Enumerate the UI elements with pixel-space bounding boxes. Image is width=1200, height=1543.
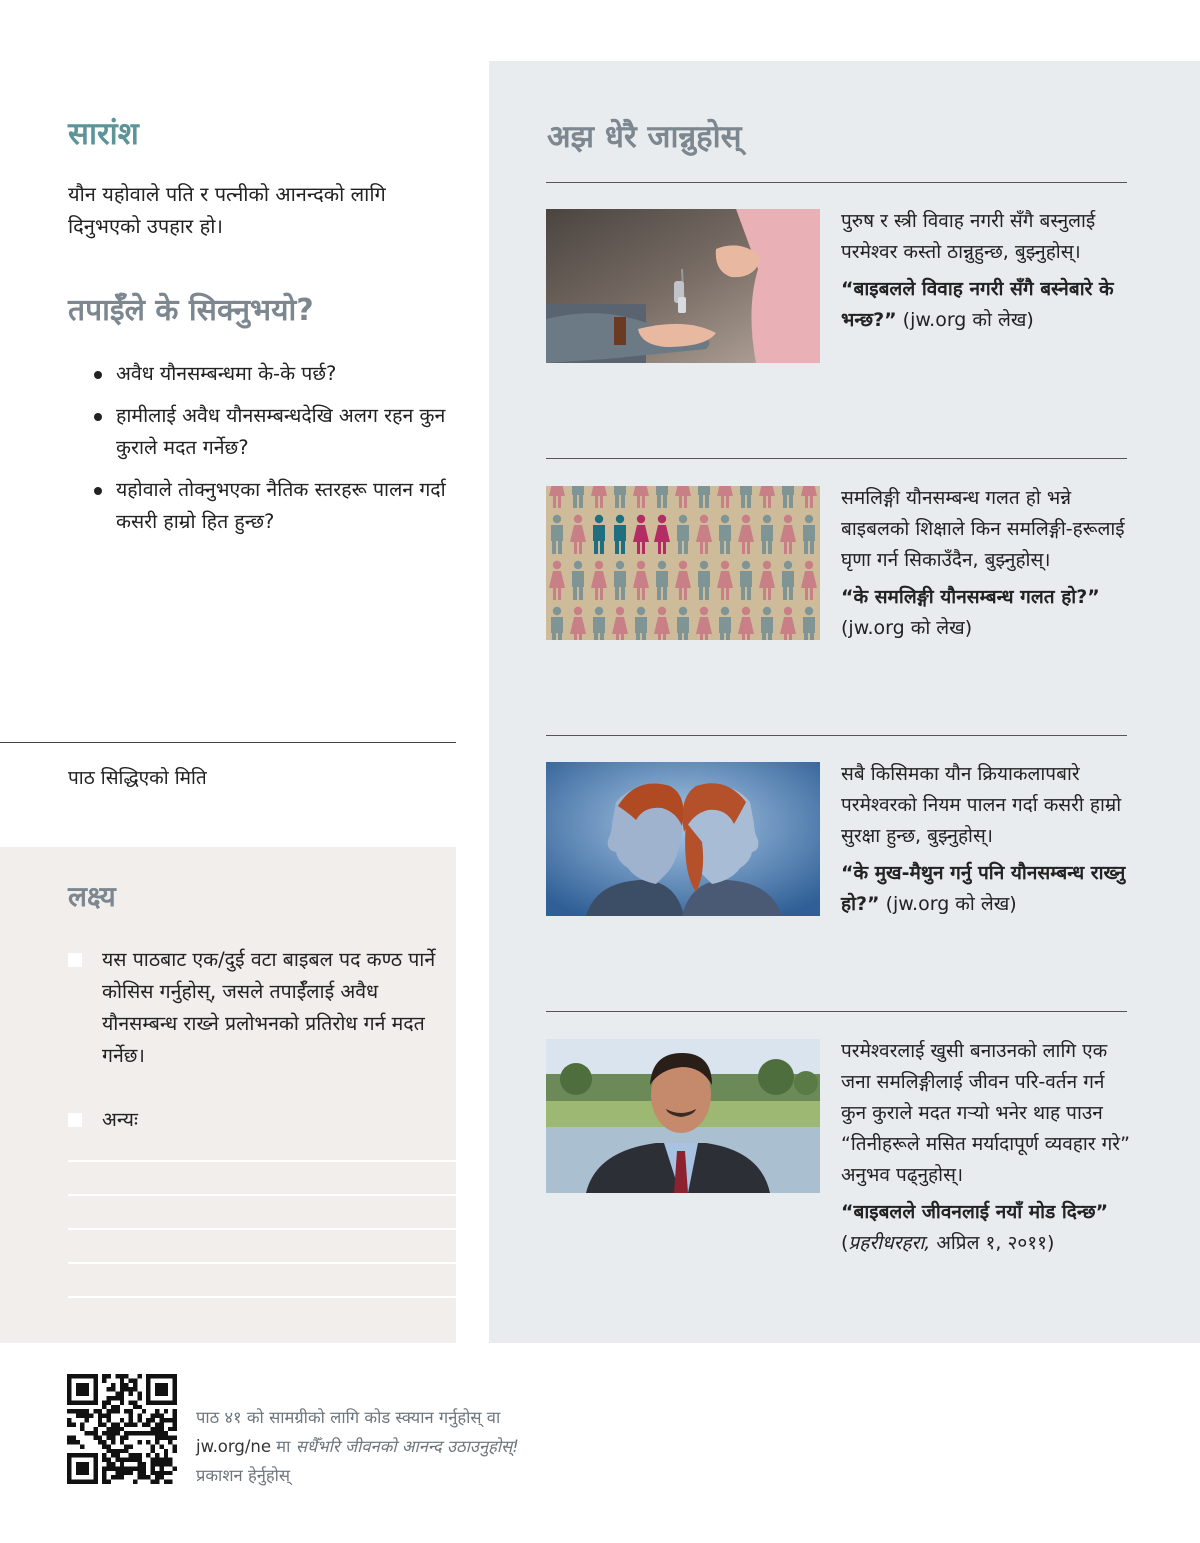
divider bbox=[546, 1011, 1127, 1012]
couple-back-to-back-illustration[interactable] bbox=[546, 762, 820, 916]
card-description: समलिङ्गी यौनसम्बन्ध गलत हो भन्ने बाइबलको शिक्षाले किन समलिङ्गी-हरूलाई घृणा गर्न सिकाउँदैन, बुझ्नुहोस्। bbox=[841, 487, 1125, 571]
article-link[interactable]: “के समलिङ्गी यौनसम्बन्ध गलत हो?” bbox=[841, 586, 1100, 608]
write-line[interactable] bbox=[68, 1160, 456, 1162]
article-link[interactable]: “बाइबलले जीवनलाई नयाँ मोड दिन्छ” bbox=[841, 1201, 1109, 1223]
more-heading: अझ धेरै जान्नुहोस् bbox=[547, 119, 742, 155]
list-item: हामीलाई अवैध यौनसम्बन्धदेखि अलग रहन कुन कुराले मदत गर्नेछ? bbox=[90, 400, 456, 464]
article-source: (jw.org को लेख) bbox=[896, 309, 1034, 331]
footer-line-1: पाठ ४१ को सामग्रीको लागि कोड स्क्यान गर्नुहोस् वा bbox=[196, 1408, 501, 1427]
goal-item-other-text: अन्यः bbox=[102, 1108, 138, 1131]
completed-date-label: पाठ सिद्धिएको मिति bbox=[68, 767, 207, 789]
magazine-title: प्रहरीधरहरा, bbox=[848, 1232, 931, 1254]
footer-line-2 bbox=[196, 1432, 616, 1461]
article-link[interactable]: “के मुख-मैथुन गर्नु पनि यौनसम्बन्ध राख्नु हो?” bbox=[841, 862, 1126, 915]
divider bbox=[0, 742, 456, 743]
card-3-text bbox=[841, 759, 1131, 920]
goal-item-other bbox=[68, 1104, 448, 1136]
card-4-text bbox=[841, 1036, 1131, 1259]
article-source: अप्रिल १, २०११) bbox=[930, 1232, 1055, 1254]
summary-text: यौन यहोवाले पति र पत्नीको आनन्दको लागि दिनुभएको उपहार हो। bbox=[68, 182, 386, 238]
goal-heading: लक्ष्य bbox=[68, 880, 116, 913]
card-reference bbox=[841, 858, 1131, 920]
card-reference bbox=[841, 1197, 1131, 1259]
write-line[interactable] bbox=[68, 1194, 456, 1196]
divider bbox=[546, 735, 1127, 736]
footer-mid: मा bbox=[271, 1437, 296, 1456]
man-portrait-photo[interactable] bbox=[546, 1039, 820, 1193]
summary-heading: सारांश bbox=[68, 116, 139, 152]
write-line[interactable] bbox=[68, 1228, 456, 1230]
list-item: यहोवाले तोक्नुभएका नैतिक स्तरहरू पालन गर्दा कसरी हाम्रो हित हुन्छ? bbox=[90, 474, 456, 538]
goal-item-text: यस पाठबाट एक/दुई वटा बाइबल पद कण्ठ पार्ने कोसिस गर्नुहोस्, जसले तपाईँलाई अवैध यौनसम्बन्ध राख्ने प्रलोभनको प्रतिरोध गर्न मदत गर्नेछ। bbox=[102, 948, 436, 1067]
learned-heading: तपाईँले के सिक्नुभयो? bbox=[68, 293, 314, 328]
card-reference bbox=[841, 274, 1131, 336]
goal-checkbox[interactable] bbox=[68, 953, 82, 967]
card-2-text bbox=[841, 483, 1131, 644]
article-source-open: ( bbox=[841, 1232, 849, 1254]
card-1-text bbox=[841, 206, 1131, 336]
gender-figures-illustration[interactable] bbox=[546, 486, 820, 640]
couple-back-to-back-graphic bbox=[546, 762, 820, 916]
list-item: अवैध यौनसम्बन्धमा के-के पर्छ? bbox=[90, 358, 456, 390]
goal-item bbox=[68, 944, 448, 1072]
learned-list bbox=[90, 358, 456, 548]
gender-figures-graphic bbox=[546, 486, 820, 640]
footer-line-3: प्रकाशन हेर्नुहोस् bbox=[196, 1466, 291, 1485]
man-portrait-graphic bbox=[546, 1039, 820, 1193]
publication-title: सधैँभरि जीवनको आनन्द उठाउनुहोस्! bbox=[295, 1437, 519, 1456]
card-description: पुरुष र स्त्री विवाह नगरी सँगै बस्नुलाई परमेश्वर कस्तो ठान्नुहुन्छ, बुझ्नुहोस्। bbox=[841, 210, 1096, 263]
article-source: (jw.org को लेख) bbox=[841, 617, 973, 639]
jw-org-link[interactable]: jw.org/ne bbox=[196, 1437, 272, 1456]
divider bbox=[546, 458, 1127, 459]
footer-text bbox=[196, 1403, 616, 1490]
qr-code-icon[interactable] bbox=[67, 1374, 177, 1484]
article-source: (jw.org को लेख) bbox=[879, 893, 1017, 915]
goal-checkbox-other[interactable] bbox=[68, 1113, 82, 1127]
handing-keys-photo[interactable] bbox=[546, 209, 820, 363]
write-line[interactable] bbox=[68, 1262, 456, 1264]
divider bbox=[546, 182, 1127, 183]
write-line[interactable] bbox=[68, 1296, 456, 1298]
handing-keys-photo-graphic bbox=[546, 209, 820, 363]
article-link[interactable]: “बाइबलले विवाह नगरी सँगै बस्नेबारे के भन्छ?” bbox=[841, 278, 1114, 331]
more-panel bbox=[489, 61, 1200, 1343]
card-reference bbox=[841, 582, 1131, 644]
goal-panel bbox=[0, 847, 456, 1343]
card-description: परमेश्वरलाई खुसी बनाउनको लागि एक जना समलिङ्गीलाई जीवन परि-वर्तन गर्न कुन कुराले मदत गऱ्यो भनेर थाह पाउन “तिनीहरूले मसित मर्यादापूर्ण व्यवहार गरे” अनुभव पढ्नुहोस्। bbox=[841, 1040, 1130, 1186]
card-description: सबै किसिमका यौन क्रियाकलापबारे परमेश्वरको नियम पालन गर्दा कसरी हाम्रो सुरक्षा हुन्छ, बुझ्नुहोस्। bbox=[841, 763, 1122, 847]
